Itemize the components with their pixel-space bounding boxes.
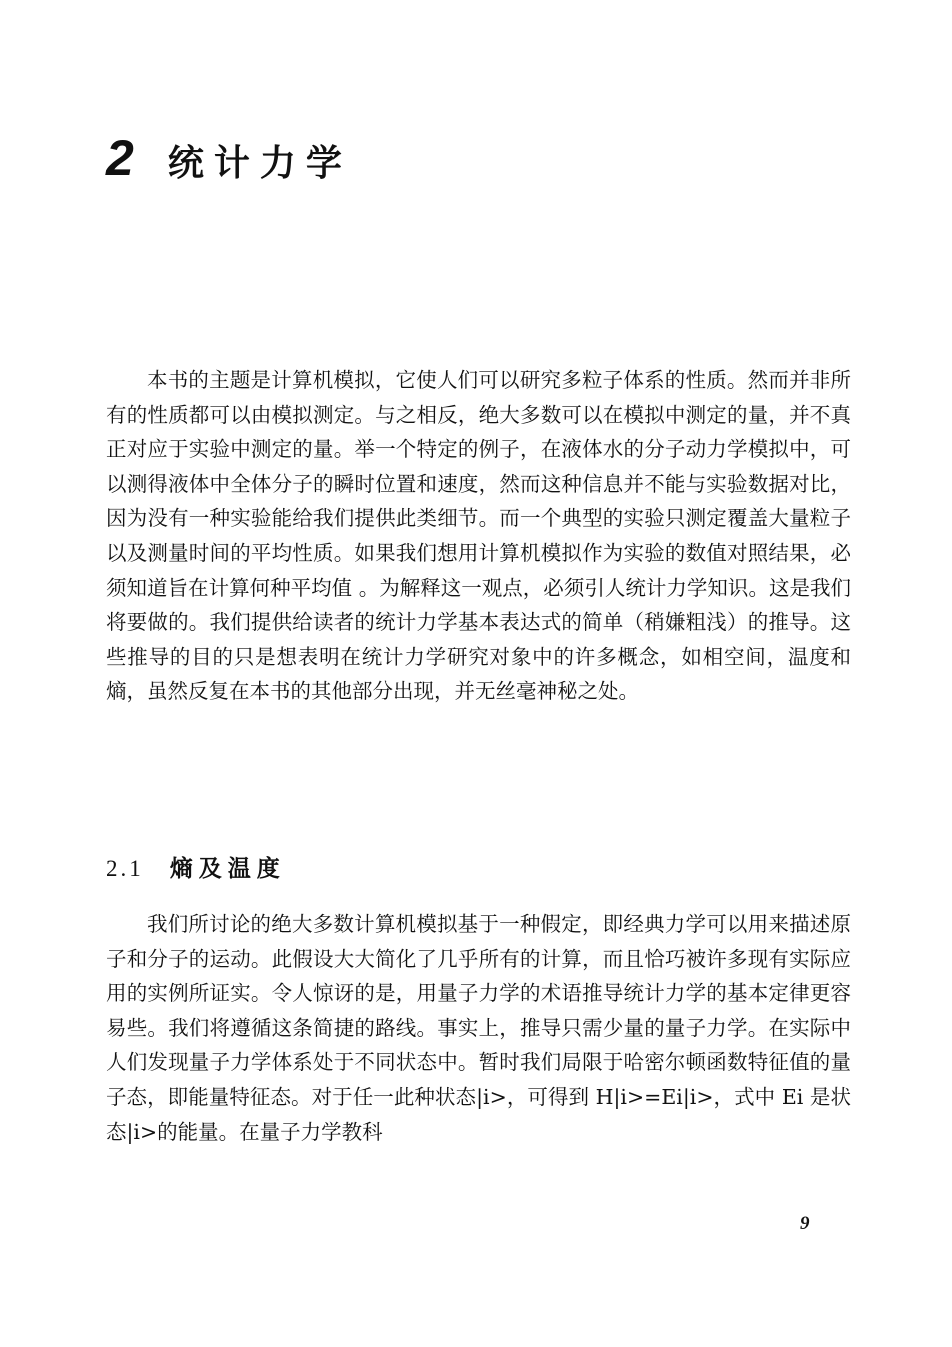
section-number: 2.1 [106, 856, 144, 881]
section-title: 熵及温度 [169, 856, 286, 882]
section-paragraph: 我们所讨论的绝大多数计算机模拟基于一种假定，即经典力学可以用来描述原子和分子的运动。此假设大大简化了几乎所有的计算，而且恰巧被许多现有实际应用的实例所证实。令人惊讶的是，用量子力学的术语推导统计力学的基本定律更容易些。我们将遵循这条简捷的路线。事实上，推导只需少量的量子力学。在实际中人们发现量子力学体系处于不同状态中。暂时我们局限于哈密尔顿函数特征值的量子态，即能量特征态。对于任一此种状态|i>，可得到 H|i>=Ei|i>，式中 Ei 是状态|i>的能量。在量子力学教科 [106, 912, 851, 1144]
chapter-number: 2 [106, 130, 134, 186]
chapter-heading [106, 128, 352, 188]
section-heading [106, 850, 286, 883]
chapter-title: 统计力学 [167, 143, 352, 184]
intro-paragraph: 本书的主题是计算机模拟，它使人们可以研究多粒子体系的性质。然而并非所有的性质都可以由模拟测定。与之相反，绝大多数可以在模拟中测定的量，并不真正对应于实验中测定的量。举一个特定的例子，在液体水的分子动力学模拟中，可以测得液体中全体分子的瞬时位置和速度，然而这种信息并不能与实验数据对比，因为没有一种实验能给我们提供此类细节。而一个典型的实验只测定覆盖大量粒子以及测量时间的平均性质。如果我们想用计算机模拟作为实验的数值对照结果，必须知道旨在计算何种平均值 。为解释这一观点，必须引人统计力学知识。这是我们将要做的。我们提供给读者的统计力学基本表达式的简单（稍嫌粗浅）的推导。这些推导的目的只是想表明在统计力学研究对象中的许多概念，如相空间，温度和熵，虽然反复在本书的其他部分出现，并无丝毫神秘之处。 [106, 368, 851, 704]
page-number: 9 [800, 1213, 810, 1234]
